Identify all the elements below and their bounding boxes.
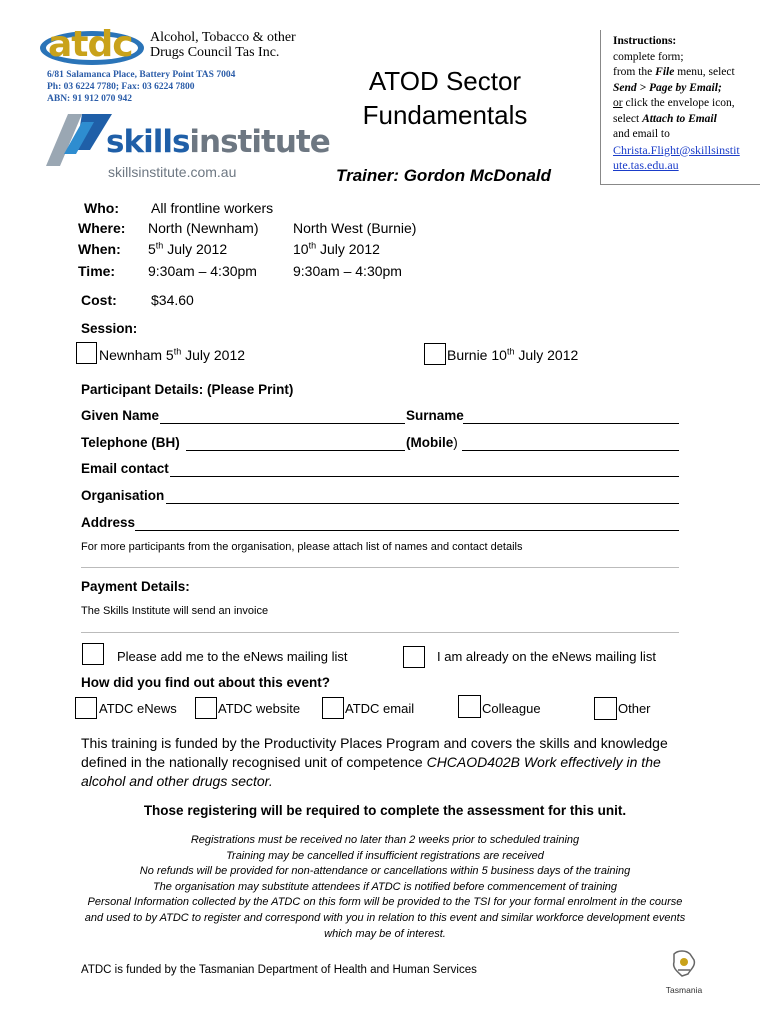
instructions-line1: complete form; bbox=[613, 50, 684, 63]
find-other-checkbox[interactable] bbox=[594, 697, 617, 720]
instructions-line3: Send > Page by Email; bbox=[613, 81, 722, 94]
surname-field[interactable] bbox=[463, 423, 679, 424]
time-north: 9:30am – 4:30pm bbox=[148, 263, 257, 279]
skills-institute-url: skillsinstitute.com.au bbox=[108, 164, 237, 180]
address-field[interactable] bbox=[135, 530, 679, 531]
time-northwest: 9:30am – 4:30pm bbox=[293, 263, 402, 279]
note-line: Registrations must be received no later than 2 weeks prior to scheduled training bbox=[190, 834, 580, 846]
email-contact-label: Email contact bbox=[81, 461, 169, 476]
where-northwest: North West (Burnie) bbox=[293, 220, 417, 236]
telephone-field[interactable] bbox=[186, 450, 405, 451]
find-other-label: Other bbox=[618, 701, 651, 716]
funded-by-footer: ATDC is funded by the Tasmanian Department of Health and Human Services bbox=[81, 964, 477, 976]
find-atdc-website-label: ATDC website bbox=[218, 701, 301, 716]
tasmania-emblem-icon bbox=[660, 948, 708, 980]
mobile-label: (Mobile) bbox=[406, 435, 458, 450]
when-northwest: 10th July 2012 bbox=[293, 240, 380, 257]
page-title-line1: ATOD Sector bbox=[368, 66, 522, 96]
time-label: Time: bbox=[78, 263, 116, 279]
find-colleague-checkbox[interactable] bbox=[458, 695, 481, 718]
enews-add-label: Please add me to the eNews mailing list bbox=[117, 649, 348, 664]
telephone-label: Telephone (BH) bbox=[81, 435, 180, 450]
mobile-field[interactable] bbox=[462, 450, 679, 451]
atdc-logo bbox=[40, 26, 145, 66]
note-line: The organisation may substitute attendees if ATDC is notified before commencement of training bbox=[152, 881, 618, 893]
instructions-email-link[interactable]: Christa.Flight@skillsinstit ute.tas.edu.au bbox=[613, 142, 740, 172]
organisation-label: Organisation bbox=[81, 488, 165, 503]
session-label: Session: bbox=[81, 321, 138, 336]
instructions-line4: or click the envelope icon, bbox=[613, 97, 735, 109]
org-abn: ABN: 91 912 070 942 bbox=[47, 94, 132, 104]
tasmania-logo-text: Tasmania bbox=[665, 985, 703, 995]
participant-heading: Participant Details: (Please Print) bbox=[81, 382, 294, 397]
enews-add-checkbox[interactable] bbox=[82, 643, 104, 665]
divider bbox=[81, 567, 679, 568]
org-name-line1: Alcohol, Tobacco & other bbox=[150, 30, 296, 45]
note-line: Training may be cancelled if insufficient registrations are received bbox=[226, 850, 544, 862]
atdc-logo-text: atdc bbox=[48, 24, 133, 65]
session-newnham-checkbox[interactable] bbox=[76, 342, 97, 364]
note-line: Personal Information collected by the ATDC on this form will be provided to the TSI for your formal enrolment in the course bbox=[87, 896, 683, 908]
cost-label: Cost: bbox=[81, 292, 117, 308]
find-atdc-website-checkbox[interactable] bbox=[195, 697, 217, 719]
find-atdc-enews-checkbox[interactable] bbox=[75, 697, 97, 719]
session-burnie-label: Burnie 10th July 2012 bbox=[447, 346, 579, 363]
note-line: and used to by ATDC to register and correspond with you in relation to this event and similar workforce development events bbox=[84, 912, 686, 924]
instructions-heading: Instructions: bbox=[613, 35, 677, 47]
instructions-line6: and email to bbox=[613, 128, 670, 140]
org-name-line2: Drugs Council Tas Inc. bbox=[150, 45, 280, 60]
who-value: All frontline workers bbox=[151, 200, 274, 216]
where-north: North (Newnham) bbox=[148, 220, 259, 236]
org-address: 6/81 Salamanca Place, Battery Point TAS 7004 bbox=[47, 70, 236, 80]
instructions-box bbox=[600, 30, 760, 185]
find-atdc-email-checkbox[interactable] bbox=[322, 697, 344, 719]
where-label: Where: bbox=[78, 220, 126, 236]
payment-heading: Payment Details: bbox=[81, 579, 190, 594]
find-atdc-enews-label: ATDC eNews bbox=[99, 701, 177, 716]
email-contact-field[interactable] bbox=[170, 476, 679, 477]
given-name-label: Given Name bbox=[81, 408, 160, 423]
note-line: No refunds will be provided for non-attendance or cancellations within 5 business days of the training bbox=[139, 865, 631, 877]
funding-paragraph: This training is funded by the Productivity Places Program and covers the skills and knowledge defined in the nationally recognised unit of competence CHCAOD402B Work effectively in the alcohol and other drugs sector. bbox=[81, 735, 668, 789]
enews-already-checkbox[interactable] bbox=[403, 646, 425, 668]
org-phone-fax: Ph: 03 6224 7780; Fax: 03 6224 7800 bbox=[47, 82, 195, 92]
when-north: 5th July 2012 bbox=[148, 240, 228, 257]
payment-note: The Skills Institute will send an invoice bbox=[81, 605, 269, 617]
divider bbox=[81, 632, 679, 633]
more-participants-note: For more participants from the organisation, please attach list of names and contact details bbox=[81, 541, 523, 553]
surname-label: Surname bbox=[406, 408, 464, 423]
find-out-heading: How did you find out about this event? bbox=[81, 675, 330, 690]
find-colleague-label: Colleague bbox=[482, 701, 541, 716]
cost-value: $34.60 bbox=[151, 292, 194, 308]
tasmania-logo bbox=[660, 948, 708, 995]
assessment-notice: Those registering will be required to complete the assessment for this unit. bbox=[143, 803, 627, 818]
find-atdc-email-label: ATDC email bbox=[345, 701, 415, 716]
note-line: which may be of interest. bbox=[324, 928, 446, 940]
session-burnie-checkbox[interactable] bbox=[424, 343, 446, 365]
session-newnham-label: Newnham 5th July 2012 bbox=[99, 346, 246, 363]
address-label: Address bbox=[81, 515, 136, 530]
trainer-name: Trainer: Gordon McDonald bbox=[336, 166, 552, 185]
skills-institute-logo bbox=[46, 110, 330, 190]
enews-already-label: I am already on the eNews mailing list bbox=[437, 649, 656, 664]
who-label: Who: bbox=[84, 200, 119, 216]
page-title-line2: Fundamentals bbox=[362, 100, 528, 130]
instructions-line5: select Attach to Email bbox=[613, 112, 717, 125]
organisation-field[interactable] bbox=[166, 503, 679, 504]
skills-word: skills bbox=[106, 124, 190, 160]
institute-word: institute bbox=[189, 124, 330, 160]
given-name-field[interactable] bbox=[160, 423, 405, 424]
when-label: When: bbox=[78, 241, 121, 257]
instructions-line2: from the File menu, select bbox=[613, 66, 735, 78]
